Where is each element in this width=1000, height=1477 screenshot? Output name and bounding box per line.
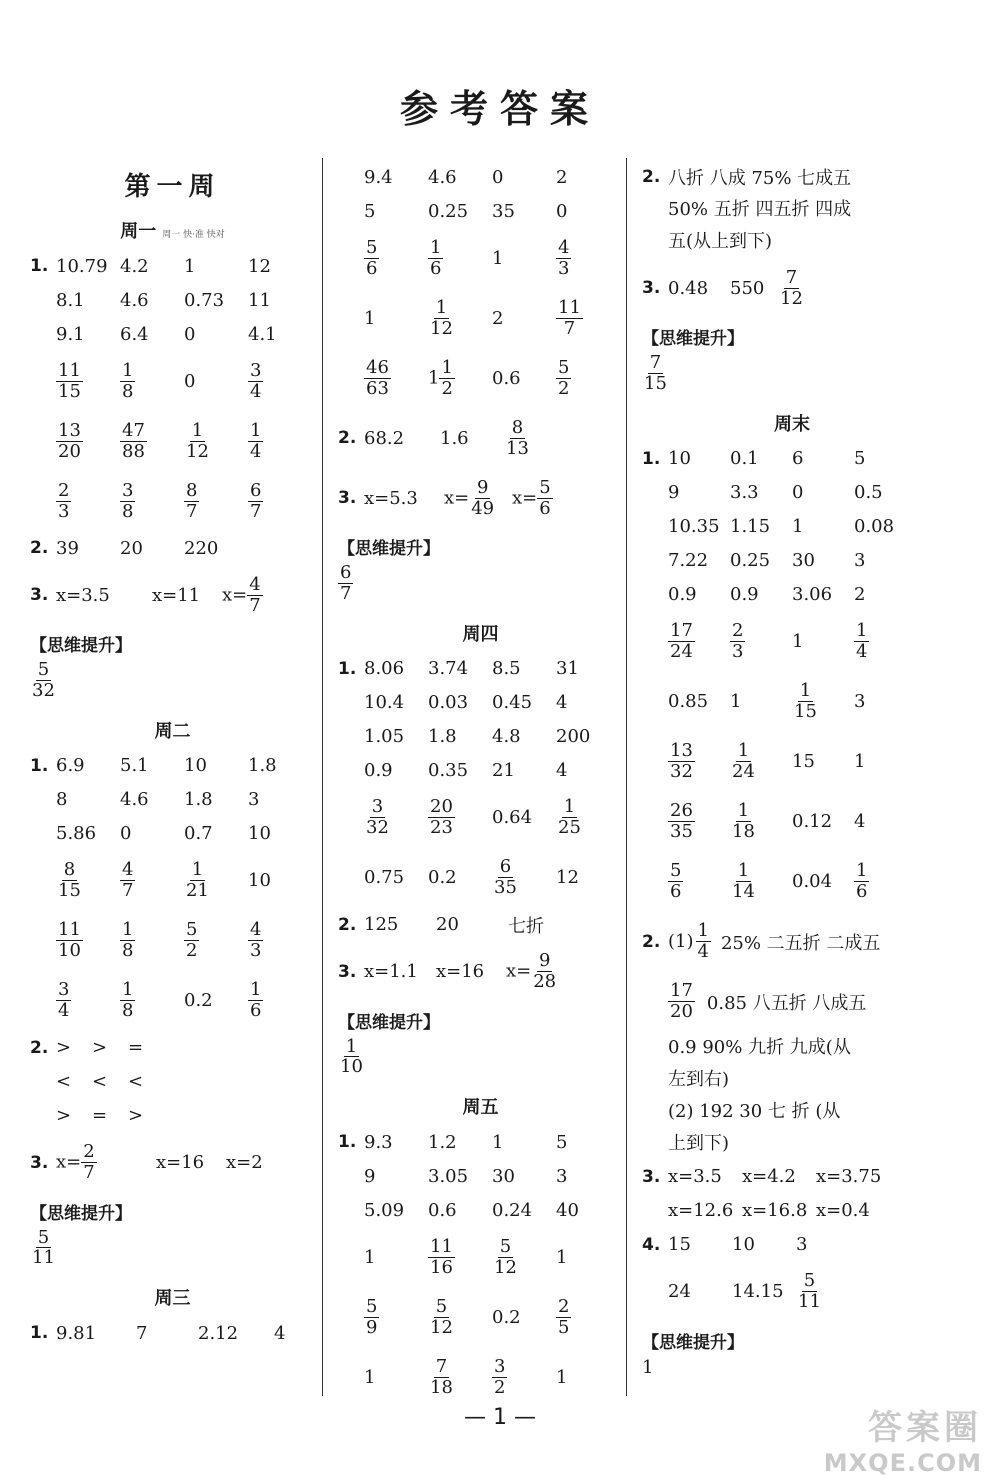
fraction: $\frac{1}{4}$ [856,620,868,663]
answer-row [30,911,315,971]
answer-row: $\frac{26}{35}$ $\frac{1}{18}$ 0.12 4 [670,800,866,843]
fraction: $\frac{3}{4}$ [58,979,70,1022]
week-title: 第一周 [124,172,221,202]
answer-row: 2. > > = [30,1037,144,1059]
fraction: $\frac{1}{2}$ [441,356,453,399]
answer-row: 2. 39 20 220 [30,537,219,559]
answer-row: 5 0.25 35 0 [364,200,568,222]
fraction: $\frac{11}{16}$ [430,1235,453,1278]
answer-row: 1 $\frac{7}{18}$ $\frac{3}{2}$ 1 [364,1355,568,1398]
fraction: $\frac{4}{3}$ [558,236,570,279]
answer-row: 5.86 0 0.7 10 [56,823,271,845]
answer-row: 7.22 0.25 30 3 [668,550,866,572]
answer-row: $\frac{13}{32}$ $\frac{1}{24}$ 15 1 [670,740,866,783]
answer-row: 3. x=1.1 x=16 x= $\frac{9}{28}$ [338,950,557,993]
column-3 [642,160,942,1384]
think-answer: $\frac{5}{11}$ [32,1226,55,1269]
fraction: $\frac{7}{12}$ [780,266,803,309]
fraction: $\frac{1}{18}$ [732,800,755,843]
answer-row: 2. 125 20 七折 [338,914,544,937]
answer-row: 1. 6.9 5.1 10 1.8 [30,755,277,777]
fraction: $\frac{2}{7}$ [83,1141,95,1184]
answer-row: 24 14.15 $\frac{5}{11}$ [668,1270,821,1313]
column-divider [322,158,323,1396]
answer-row: 4. 15 10 3 [642,1234,808,1256]
fraction: $\frac{1}{14}$ [732,860,755,903]
column-1 [30,160,315,1350]
fraction: 1 4 [697,920,709,963]
think-heading: 【思维提升】 [338,539,440,559]
fraction: $\frac{1}{8}$ [122,919,134,962]
fraction: $\frac{5}{11}$ [798,1270,821,1313]
fraction: $\frac{11}{7}$ [558,296,581,339]
answer-row: 0.75 0.2 $\frac{6}{35}$ 12 [364,856,579,899]
think-heading: 【思维提升】 [642,329,744,349]
answer-text: 50% 五折 四五折 四成 [668,199,852,220]
fraction: $\frac{4}{7}$ [249,573,261,616]
page-number: — 1 — [464,1405,536,1430]
answer-row: $\frac{17}{24}$ $\frac{2}{3}$ 1 $\frac{1}{4}$ [670,620,868,663]
fraction: $\frac{5}{12}$ [430,1295,453,1338]
answer-row: $\frac{11}{15}$ $\frac{1}{8}$ 0 $\frac{3}{4}$ [58,359,262,402]
answer-row: 17 20 0.85 八五折 八成五 [670,980,867,1023]
think-answer: 1 [642,1356,654,1378]
think-answer: $\frac{6}{7}$ [340,562,352,604]
answer-row: 1. 9.3 1.2 1 5 [338,1131,568,1153]
think-heading: 【思维提升】 [642,1332,744,1353]
fraction: $\frac{3}{2}$ [494,1355,506,1398]
answer-row: $\frac{3}{32}$ $\frac{20}{23}$ 0.64 $\frac{1}{25}$ [366,796,581,839]
fraction: $\frac{8}{7}$ [186,479,198,522]
answer-row: 3. 0.48 550 $\frac{7}{12}$ [642,266,803,309]
fraction: $\frac{17}{24}$ [670,620,693,663]
think-heading: 【思维提升】 [338,1012,440,1033]
fraction: $\frac{4}{3}$ [250,919,262,962]
day-heading-tuesday: 周二 [154,720,191,742]
fraction: $\frac{11}{10}$ [58,919,81,962]
think-answer: $\frac{7}{15}$ [644,352,667,394]
fraction: $\frac{1}{8}$ [122,359,134,402]
fraction: $\frac{1}{21}$ [186,859,209,902]
answer-row: 9 3.05 30 3 [364,1165,568,1187]
fraction: $\frac{20}{23}$ [430,796,453,839]
answer-text: 上到下) [668,1132,730,1154]
day-heading-friday: 周五 [462,1097,499,1119]
answer-row: 2. 八折 八成 75% 七成五 [642,167,852,189]
day-heading-monday: 周一 周一 快·准 快对 [120,221,225,242]
answer-row: 1. 10 0.1 6 5 [642,448,866,470]
answer-row: 9 3.3 0 0.5 [668,482,883,504]
think-heading: 【思维提升】 [30,636,132,656]
answer-row: 9.4 4.6 0 2 [364,166,568,188]
fraction: $\frac{1}{24}$ [732,740,755,783]
answer-row: 3. x=5.3 x= $\frac{9}{49}$ x= $\frac{5}{6}$ [338,476,551,519]
answer-row: 2. 68.2 1.6 $\frac{8}{13}$ [338,416,529,459]
answer-text: (2) 192 30 七 折 (从 [668,1100,841,1122]
fraction: $\frac{3}{4}$ [250,359,262,402]
fraction: $\frac{13}{20}$ [58,419,81,462]
answer-row: < < < [56,1071,144,1093]
think-heading: 【思维提升】 [30,1203,132,1224]
answer-row: 10.35 1.15 1 0.08 [668,516,895,538]
answer-row: $\frac{5}{6}$ $\frac{1}{14}$ 0.04 $\frac{1}{6}$ [670,860,868,903]
answer-row: 3. x=3.5 x=11 x= $\frac{4}{7}$ [30,573,261,616]
answer-row: 1. 9.81 7 2.12 4 [30,1322,286,1344]
fraction: $\frac{5}{9}$ [366,1295,378,1338]
fraction: $\frac{46}{63}$ [366,356,389,399]
fraction: $\frac{3}{32}$ [366,796,389,839]
fraction: $\frac{2}{3}$ [58,479,70,522]
fraction: $\frac{1}{6}$ [430,236,442,279]
think-answer: $\frac{5}{32}$ [32,659,55,701]
fraction: $\frac{5}{2}$ [186,919,198,962]
answer-text: 左到右) [668,1068,730,1090]
fraction: $\frac{2}{3}$ [732,620,744,663]
column-divider [626,158,627,1396]
watermark-logo: 答案圈 MXQE.COM [823,1408,982,1477]
fraction: $\frac{9}{49}$ [471,476,495,519]
fraction: $\frac{5}{6}$ [366,236,378,279]
answer-row: 0.85 1 $\frac{1}{15}$ 3 [668,680,866,723]
answer-row: $\frac{5}{6}$ $\frac{1}{6}$ 1 $\frac{4}{3}$ [366,236,570,279]
answer-row: 0.9 0.35 21 4 [364,760,568,782]
fraction: $\frac{11}{15}$ [58,359,81,402]
fraction: $\frac{13}{32}$ [670,740,693,783]
answer-row: 3. x=3.5 x=4.2 x=3.75 [642,1166,882,1188]
answer-row: 5.09 0.6 0.24 40 [364,1199,579,1221]
fraction: $\frac{6}{7}$ [250,479,262,522]
answer-row: 1 $\frac{1}{12}$ 2 $\frac{11}{7}$ [364,296,581,339]
answer-row: 8.1 4.6 0.73 11 [56,289,271,311]
answer-row: 1. 10.79 4.2 1 12 [30,255,271,277]
fraction: $\frac{9}{28}$ [533,950,557,993]
fraction: $\frac{1}{12}$ [430,296,453,339]
heading-note: 周一 快·准 快对 [162,230,225,240]
fraction: $\frac{5}{6}$ [670,860,682,903]
answer-text: 0.9 90% 九折 九成(从 [668,1036,851,1058]
answer-row: > = > [56,1105,144,1127]
fraction: $\frac{8}{15}$ [58,859,81,902]
answer-row: $\frac{46}{63}$ 1 $\frac{1}{2}$ 0.6 $\frac{5}{2}$ [366,356,570,399]
answer-row: 1.05 1.8 4.8 200 [364,726,591,748]
fraction: $\frac{4}{7}$ [122,859,134,902]
answer-row: 10.4 0.03 0.45 4 [364,692,568,714]
answer-row: 1. 8.06 3.74 8.5 31 [338,658,579,680]
fraction: $\frac{2}{5}$ [558,1295,570,1338]
think-answer: $\frac{1}{10}$ [340,1035,363,1078]
day-heading-thursday: 周四 [462,623,499,645]
answer-row: 1 $\frac{11}{16}$ $\frac{5}{12}$ 1 [364,1235,568,1278]
answer-row: 3. x= $\frac{2}{7}$ x=16 x=2 [30,1141,263,1184]
fraction: $\frac{7}{18}$ [430,1355,453,1398]
answer-row: 9.1 6.4 0 4.1 [56,323,277,345]
fraction: $\frac{1}{12}$ [186,419,209,462]
answer-row: x=12.6 x=16.8 x=0.4 [668,1200,870,1222]
fraction: 17 20 [670,980,693,1023]
fraction: $\frac{3}{8}$ [122,479,134,522]
answer-row [30,411,315,471]
fraction: $\frac{1}{25}$ [558,796,581,839]
column-2 [338,160,623,1407]
fraction: $\frac{1}{4}$ [250,419,262,462]
answer-row: $\frac{3}{4}$ $\frac{1}{8}$ 0.2 $\frac{1}{6}$ [58,979,262,1022]
answer-text: 五(从上到下) [668,231,773,252]
answer-row: 0.9 0.9 3.06 2 [668,584,866,606]
answer-row: 2. (1) 1 4 25% 二五折 二成五 [642,920,881,963]
fraction: $\frac{8}{13}$ [506,416,529,459]
fraction: $\frac{47}{88}$ [122,419,145,462]
fraction: $\frac{1}{15}$ [794,680,817,723]
fraction: $\frac{26}{35}$ [670,800,693,843]
answer-row [30,471,315,531]
answer-row: 8 4.6 1.8 3 [56,789,260,811]
day-heading-weekend: 周末 [774,413,810,435]
answer-row: $\frac{5}{9}$ $\frac{5}{12}$ 0.2 $\frac{2}{5}$ [366,1295,570,1338]
fraction: $\frac{6}{35}$ [494,856,517,899]
fraction: $\frac{5}{12}$ [494,1235,517,1278]
page-title: 参考答案 [399,87,600,131]
fraction: $\frac{5}{6}$ [539,476,551,519]
fraction: $\frac{5}{2}$ [558,356,570,399]
day-heading-wednesday: 周三 [154,1288,191,1310]
fraction: $\frac{1}{6}$ [856,860,868,903]
answer-row: $\frac{8}{15}$ $\frac{4}{7}$ $\frac{1}{21}$ 10 [58,859,271,902]
fraction: $\frac{1}{6}$ [250,979,262,1022]
fraction: $\frac{1}{8}$ [122,979,134,1022]
